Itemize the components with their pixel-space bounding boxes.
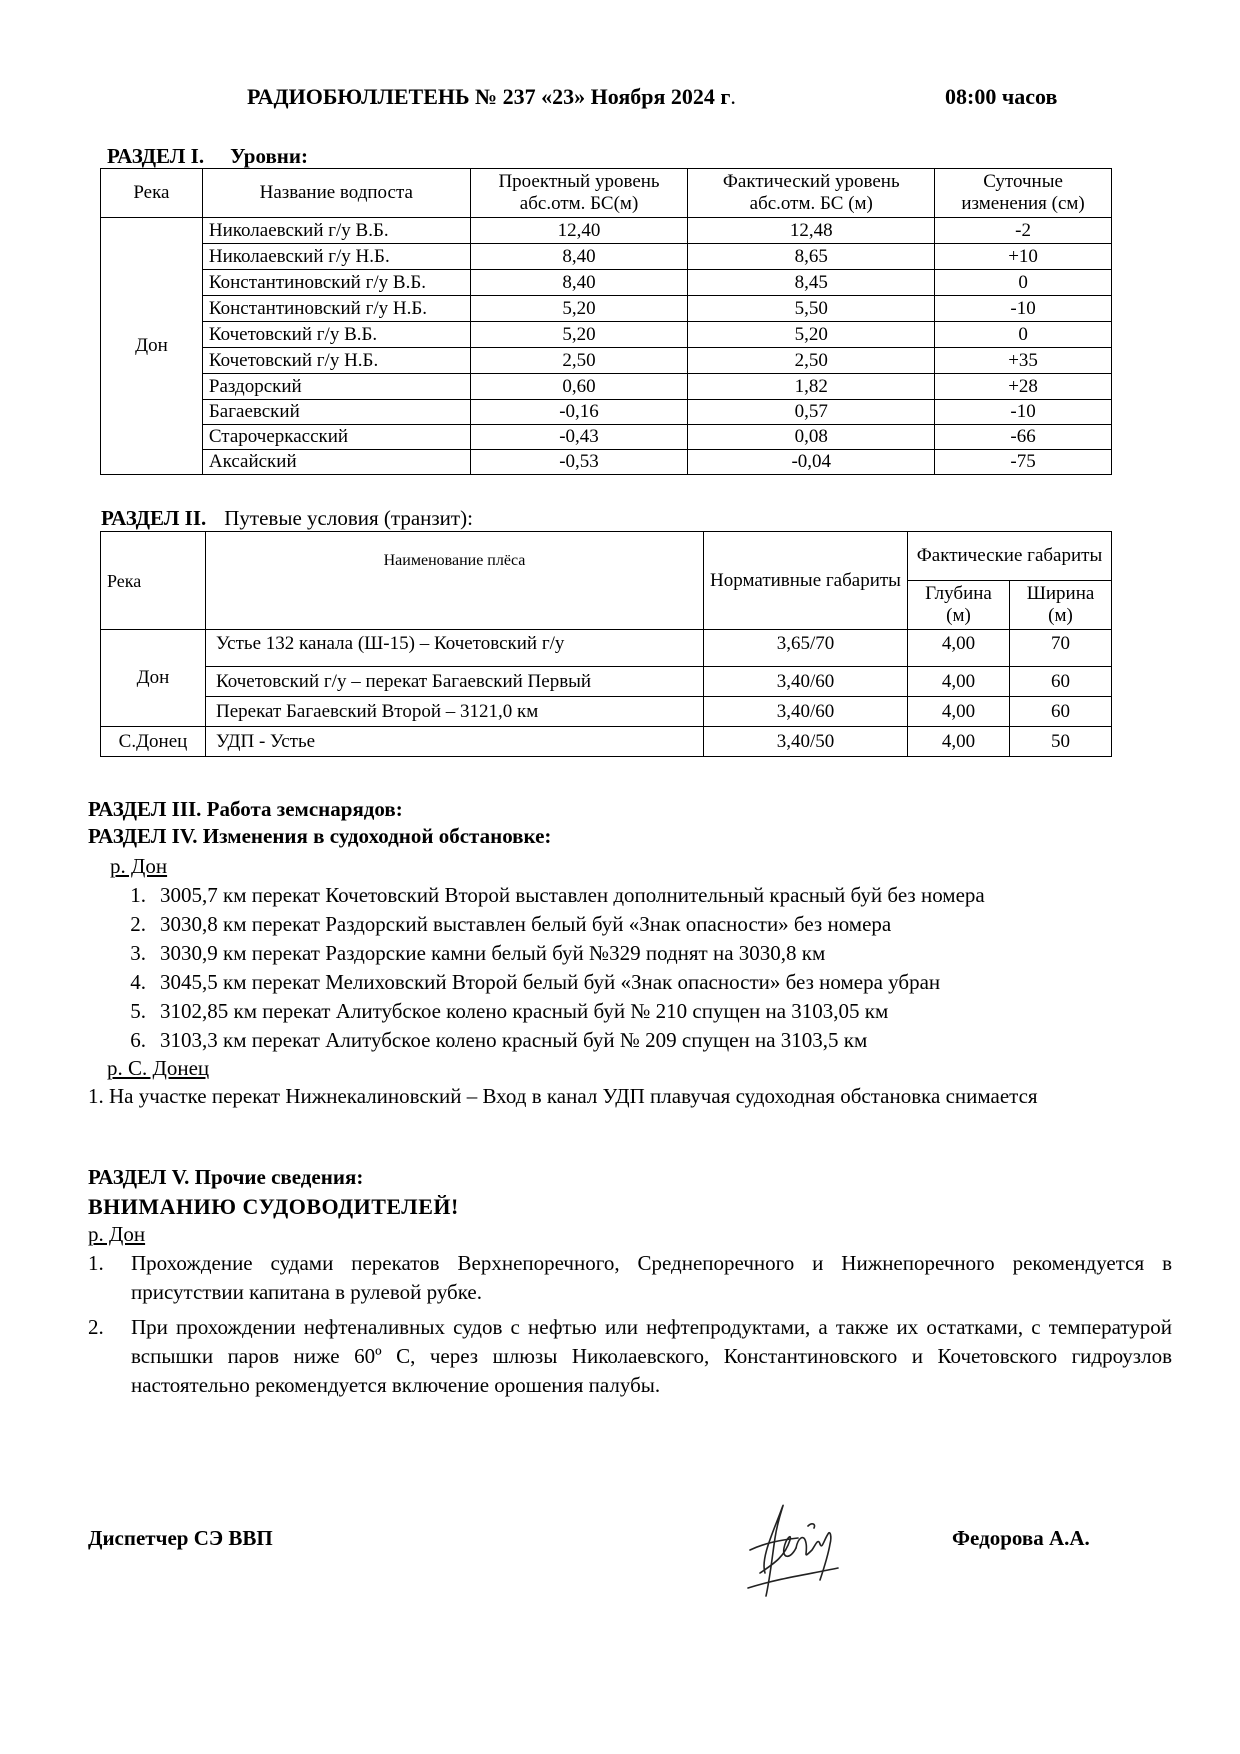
- section1-heading: [107, 144, 308, 169]
- section2-heading: [101, 506, 473, 531]
- dispatcher-name: Федорова А.А.: [952, 1526, 1090, 1550]
- change-cell: -10: [935, 400, 1112, 425]
- post-cell: Константиновский г/у В.Б.: [202, 270, 470, 296]
- actual-cell: 0,57: [688, 400, 935, 425]
- section2-title: Путевые условия (транзит):: [224, 506, 473, 530]
- post-cell: Кочетовский г/у Н.Б.: [202, 348, 470, 374]
- actual-cell: 8,65: [688, 244, 935, 270]
- design-cell: 8,40: [470, 244, 688, 270]
- col-actual-dimensions: Фактические габариты: [908, 532, 1112, 581]
- design-cell: 2,50: [470, 348, 688, 374]
- river-cell: Дон: [101, 218, 203, 475]
- post-cell: Николаевский г/у Н.Б.: [202, 244, 470, 270]
- river-don-label: р. Дон: [110, 854, 168, 878]
- depth-cell: 4,00: [908, 667, 1010, 697]
- change-cell: -10: [935, 296, 1112, 322]
- table-row: [101, 727, 1112, 757]
- river-cell: С.Донец: [101, 727, 206, 757]
- section5-heading: РАЗДЕЛ V. Прочие сведения:: [88, 1165, 364, 1189]
- actual-cell: 5,20: [688, 322, 935, 348]
- depth-cell: 4,00: [908, 630, 1010, 667]
- col-width: Ширина (м): [1010, 581, 1112, 630]
- section4-heading: РАЗДЕЛ IV. Изменения в судоходной обстановке:: [88, 824, 552, 848]
- col-depth: Глубина (м): [908, 581, 1010, 630]
- norm-cell: 3,40/60: [704, 667, 908, 697]
- change-cell: -66: [935, 425, 1112, 450]
- river-cell: Дон: [101, 630, 206, 727]
- dispatcher-position: Диспетчер СЭ ВВП: [88, 1526, 273, 1550]
- table-row: [101, 450, 1112, 475]
- actual-cell: 12,48: [688, 218, 935, 244]
- table-row: [101, 697, 1112, 727]
- table-row: [101, 322, 1112, 348]
- design-cell: -0,53: [470, 450, 688, 475]
- table-row: [101, 348, 1112, 374]
- change-cell: 0: [935, 322, 1112, 348]
- norm-cell: 3,40/50: [704, 727, 908, 757]
- col-stretch: Наименование плёса: [206, 532, 704, 630]
- post-cell: Раздорский: [202, 374, 470, 400]
- change-cell: -2: [935, 218, 1112, 244]
- table-row: [101, 667, 1112, 697]
- design-cell: -0,16: [470, 400, 688, 425]
- table-row: [101, 630, 1112, 667]
- post-cell: Аксайский: [202, 450, 470, 475]
- list-item: 6. 3103,3 км перекат Алитубское колено красный буй № 209 спущен на 3103,5 км: [130, 1028, 868, 1052]
- change-cell: +10: [935, 244, 1112, 270]
- route-conditions-table: [100, 531, 1112, 757]
- col-actual-level: Фактический уровень абс.отм. БС (м): [688, 169, 935, 218]
- col-daily-change: Суточные изменения (см): [935, 169, 1112, 218]
- signature-image: [720, 1478, 860, 1618]
- list-item: 4. 3045,5 км перекат Мелиховский Второй белый буй «Знак опасности» без номера убран: [130, 970, 941, 994]
- attention-heading: ВНИМАНИЮ СУДОВОДИТЕЛЕЙ!: [88, 1194, 459, 1219]
- levels-header-row: [101, 169, 1112, 218]
- river-donets-label: р. С. Донец: [107, 1056, 210, 1080]
- stretch-cell: Кочетовский г/у – перекат Багаевский Первый: [206, 667, 704, 697]
- list-item: 2. 3030,8 км перекат Раздорский выставлен белый буй «Знак опасности» без номера: [130, 912, 892, 936]
- design-cell: -0,43: [470, 425, 688, 450]
- list-item: 1. 3005,7 км перекат Кочетовский Второй выставлен дополнительный красный буй без номера: [130, 883, 985, 907]
- width-cell: 60: [1010, 697, 1112, 727]
- width-cell: 50: [1010, 727, 1112, 757]
- section1-title: Уровни:: [230, 144, 308, 168]
- table-row: [101, 218, 1112, 244]
- post-cell: Багаевский: [202, 400, 470, 425]
- design-cell: 0,60: [470, 374, 688, 400]
- section3-heading: РАЗДЕЛ III. Работа земснарядов:: [88, 797, 403, 821]
- list-item: 5. 3102,85 км перекат Алитубское колено красный буй № 210 спущен на 3103,05 км: [130, 999, 889, 1023]
- bulletin-time: 08:00 часов: [945, 84, 1058, 109]
- design-cell: 12,40: [470, 218, 688, 244]
- stretch-cell: Устье 132 канала (Ш-15) – Кочетовский г/у: [206, 630, 704, 667]
- col-design-level: Проектный уровень абс.отм. БС(м): [470, 169, 688, 218]
- section2-number: РАЗДЕЛ II.: [101, 506, 207, 530]
- list-item: 1. Прохождение судами перекатов Верхнепоречного, Среднепоречного и Нижнепоречного рекомендуется в присутствии капитана в рулевой рубке.: [88, 1251, 1172, 1304]
- levels-table: [100, 168, 1112, 475]
- list-item: 3. 3030,9 км перекат Раздорские камни белый буй №329 поднят на 3030,8 км: [130, 941, 826, 965]
- width-cell: 60: [1010, 667, 1112, 697]
- table-row: [101, 425, 1112, 450]
- col-post: Название водпоста: [202, 169, 470, 218]
- route-header-row: [101, 532, 1112, 581]
- table-row: [101, 400, 1112, 425]
- donets-change-item: 1. На участке перекат Нижнекалиновский – Вход в канал УДП плавучая судоходная обстановка снимается: [88, 1084, 1038, 1108]
- actual-cell: -0,04: [688, 450, 935, 475]
- actual-cell: 5,50: [688, 296, 935, 322]
- post-cell: Старочеркасский: [202, 425, 470, 450]
- post-cell: Николаевский г/у В.Б.: [202, 218, 470, 244]
- col-river: Река: [101, 532, 206, 630]
- design-cell: 5,20: [470, 296, 688, 322]
- actual-cell: 2,50: [688, 348, 935, 374]
- list-item: 2. При прохождении нефтеналивных судов с нефтью или нефтепродуктами, а также их остатками, с температурой вспышки паров ниже 60º С, через шлюзы Николаевского, Константиновского и Кочетовского гидроузлов настоятельно рекомендуется включение орошения палубы.: [88, 1315, 1172, 1397]
- post-cell: Константиновский г/у Н.Б.: [202, 296, 470, 322]
- depth-cell: 4,00: [908, 697, 1010, 727]
- section1-number: РАЗДЕЛ I.: [107, 144, 205, 168]
- actual-cell: 1,82: [688, 374, 935, 400]
- design-cell: 5,20: [470, 322, 688, 348]
- table-row: [101, 374, 1112, 400]
- norm-cell: 3,40/60: [704, 697, 908, 727]
- change-cell: -75: [935, 450, 1112, 475]
- table-row: [101, 296, 1112, 322]
- col-normative: Нормативные габариты: [704, 532, 908, 630]
- actual-cell: 0,08: [688, 425, 935, 450]
- river-don-label-2: р. Дон: [88, 1222, 146, 1246]
- notices-list: [88, 1249, 1172, 1400]
- design-cell: 8,40: [470, 270, 688, 296]
- change-cell: 0: [935, 270, 1112, 296]
- change-cell: +35: [935, 348, 1112, 374]
- bulletin-title: РАДИОБЮЛЛЕТЕНЬ № 237 «23» Ноября 2024 г.: [247, 84, 736, 109]
- table-row: [101, 270, 1112, 296]
- don-changes-list: [110, 881, 985, 1055]
- stretch-cell: УДП - Устье: [206, 727, 704, 757]
- stretch-cell: Перекат Багаевский Второй – 3121,0 км: [206, 697, 704, 727]
- col-river: Река: [101, 169, 203, 218]
- depth-cell: 4,00: [908, 727, 1010, 757]
- actual-cell: 8,45: [688, 270, 935, 296]
- width-cell: 70: [1010, 630, 1112, 667]
- post-cell: Кочетовский г/у В.Б.: [202, 322, 470, 348]
- norm-cell: 3,65/70: [704, 630, 908, 667]
- change-cell: +28: [935, 374, 1112, 400]
- table-row: [101, 244, 1112, 270]
